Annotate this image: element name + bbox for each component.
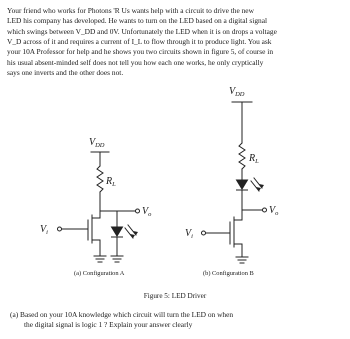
paragraph-line: Your friend who works for Photons 'R Us wants help with a circuit to drive the new	[7, 6, 254, 15]
a-supply-label: $V_{DD}$	[89, 137, 105, 149]
a-resistor-label: $R_L$	[106, 176, 116, 188]
paragraph-line: your 10A Professor for help and he shows you two circuits shown in figure 5, of course in	[7, 47, 274, 57]
question-line: the digital signal is logic 1 ? Explain your answer clearly	[24, 320, 193, 330]
a-output-label: $V_o$	[142, 206, 152, 218]
caption-a: (a) Configuration A	[74, 270, 125, 277]
paragraph-line: LED his company has developed. He wants to turn on the LED based on a digital signal	[7, 16, 268, 26]
paragraph-line: his usual absent-minded self does not tell you how each one works, he only cryptically	[7, 57, 264, 67]
b-supply-label: $V_{DD}$	[229, 86, 245, 98]
b-input-label: $V_i$	[185, 228, 193, 240]
b-output-label: $V_o$	[269, 205, 279, 217]
caption-b: (b) Configuration B	[203, 270, 254, 277]
paragraph-line: says one inverts and the other does not.	[7, 68, 124, 78]
a-input-label: $V_i$	[40, 224, 48, 236]
paragraph-line: which swings between V_DD and 0V. Unfortunately the LED when it is on drops a voltage	[7, 26, 277, 36]
figure-caption: Figure 5: LED Driver	[143, 292, 207, 300]
question-a	[10, 310, 340, 330]
b-resistor-label: $R_L$	[249, 153, 259, 165]
paragraph-line: V_D across of it and requires a current of I_L to flow through it to produce light. You ask	[7, 37, 272, 47]
circuit-a	[58, 152, 140, 262]
question-line: (a) Based on your 10A knowledge which circuit will turn the LED on when	[10, 310, 234, 319]
circuit-b	[202, 102, 267, 263]
